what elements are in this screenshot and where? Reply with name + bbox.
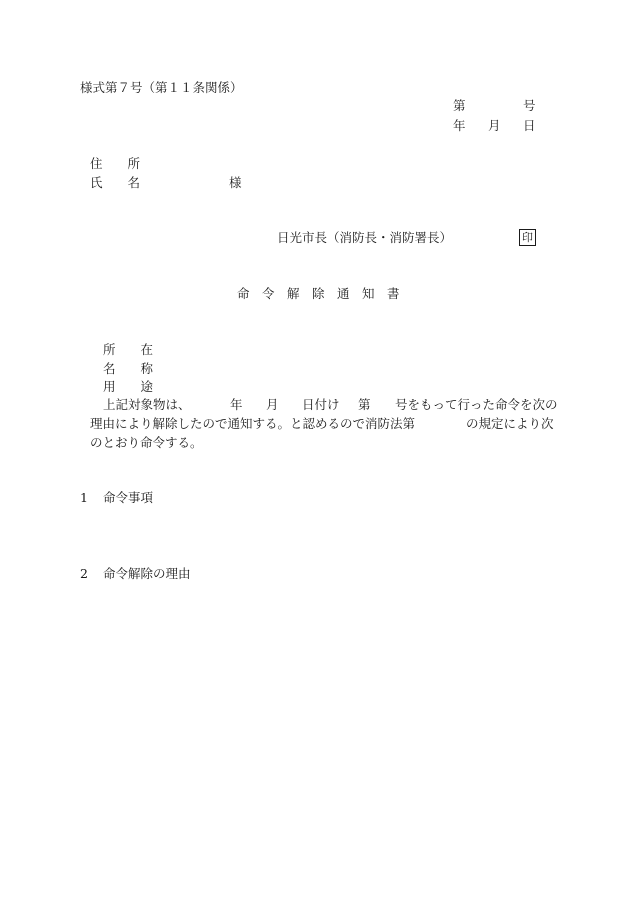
body-line1-dai: 第 bbox=[358, 397, 371, 412]
form-header: 様式第７号（第１１条関係） bbox=[80, 80, 243, 95]
body-line2-b: の規定により次 bbox=[466, 416, 554, 431]
recipient-name-label: 氏 名 bbox=[90, 175, 141, 190]
body-line1-a: 上記対象物は、 bbox=[103, 397, 191, 412]
number-dai: 第 bbox=[453, 98, 466, 113]
number-go: 号 bbox=[523, 98, 536, 113]
body-line1-hizuke: 日付け bbox=[302, 397, 340, 412]
doc-title: 命 令 解 除 通 知 書 bbox=[237, 286, 400, 301]
body-line3: のとおり命令する。 bbox=[90, 435, 203, 450]
body-line1-nen: 年 bbox=[230, 397, 243, 412]
section-1-title: 命令事項 bbox=[103, 490, 154, 505]
recipient-address-label: 住 所 bbox=[90, 156, 141, 171]
date-day: 日 bbox=[523, 118, 536, 133]
target-location-label: 所 在 bbox=[103, 342, 154, 357]
date-month: 月 bbox=[488, 118, 501, 133]
target-name-label: 名 称 bbox=[103, 361, 154, 376]
body-line1-tsuki: 月 bbox=[266, 397, 279, 412]
section-2-title: 命令解除の理由 bbox=[103, 566, 191, 581]
section-1-number: 1 bbox=[80, 490, 88, 505]
body-line1-rest: 号をもって行った命令を次の bbox=[395, 397, 558, 412]
target-use-label: 用 途 bbox=[103, 379, 154, 394]
seal-stamp: 印 bbox=[519, 229, 536, 246]
issuer: 日光市長（消防長・消防署長） bbox=[277, 230, 453, 245]
recipient-sama: 様 bbox=[229, 175, 242, 190]
date-year: 年 bbox=[453, 118, 466, 133]
section-2-number: 2 bbox=[80, 566, 88, 581]
body-line2-a: 理由により解除したので通知する。と認めるので消防法第 bbox=[90, 416, 416, 431]
